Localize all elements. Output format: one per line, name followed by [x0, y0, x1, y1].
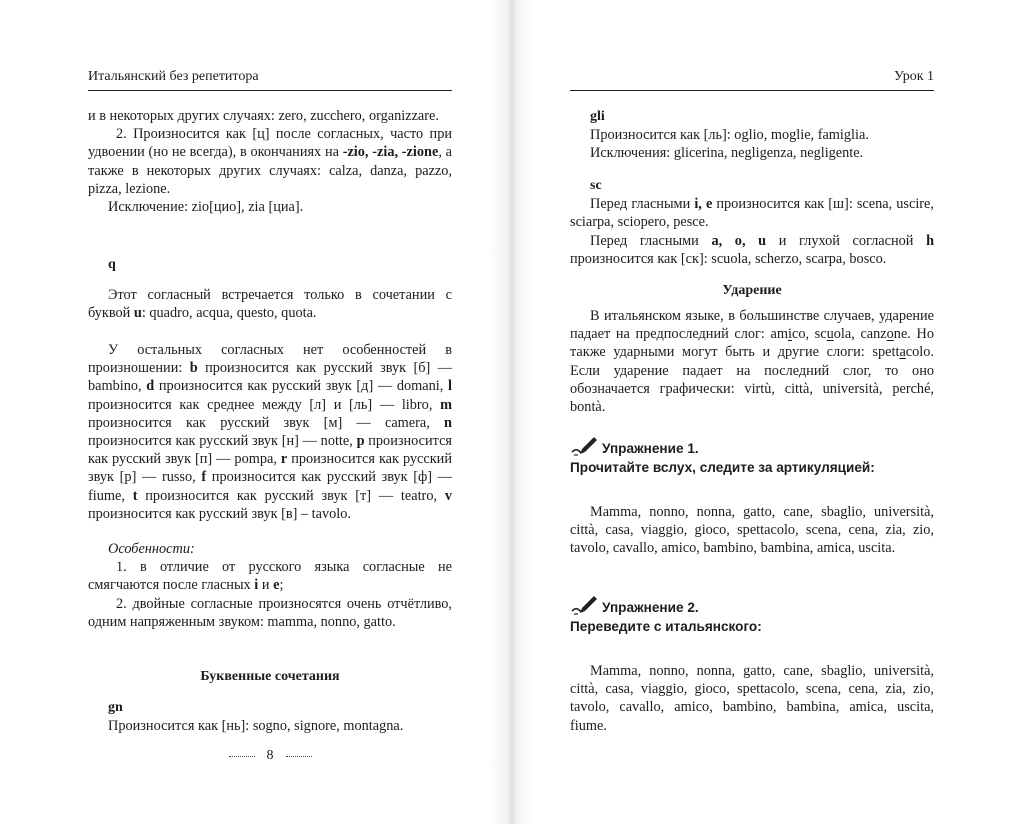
stress-block [570, 307, 934, 416]
exercise-2-body [570, 662, 934, 735]
gli-section [570, 108, 934, 163]
book-spine-shadow [488, 0, 536, 824]
left-running-head: Итальянский без репетитора [88, 69, 452, 91]
q-text-block [88, 286, 452, 322]
feature-1: 1. в отличие от русского языка согласные не смягчаются после гласных i и e; [88, 559, 452, 594]
pen-hand-icon [570, 434, 600, 458]
gli-exceptions: Исключения: glicerina, negligenza, negligente. [590, 145, 864, 162]
stress-text: В итальянском языке, в большинстве случаев, ударение падает на предпоследний слог: amico, scuola, canzone. Но также ударными могут быть и другие слоги: spettacolo. Если ударение падает на последний слог, то оно обозначается графически: virtù, città, università, perché, bontà. [570, 308, 934, 416]
exercise-2-text: Mamma, nonno, nonna, gatto, cane, sbaglio, università, città, casa, viaggio, gioco, spettacolo, scena, cena, zia, zio, tavolo, cavallo, amico, bambino, bambina, amica, uscita, fiume. [570, 663, 934, 734]
gli-text: Произносится как [ль]: oglio, moglie, famiglia. [590, 127, 869, 144]
stress-heading: Ударение [722, 283, 782, 298]
sc-rule-1: Перед гласными i, e произносится как [ш]: scena, uscire, sciarpa, sciopero, pesce. [570, 196, 934, 231]
gli-heading: gli [590, 109, 605, 124]
item-2: 2. Произносится как [ц] после согласных, часто при удвоении (но не всегда), в окончаниях на -zio, -zia, -zione, а также в некоторых других случаях: calza, danza, pazzo, pizza, lezione. [88, 126, 452, 197]
stress-heading-block [570, 282, 934, 300]
q-text: Этот согласный встречается только в сочетании с буквой u: quadro, acqua, questo, quota. [88, 287, 452, 322]
exercise-1-header [570, 434, 934, 477]
combos-heading: Буквенные сочетания [200, 669, 340, 684]
exercise-2-title: Упражнение 2. [602, 600, 699, 615]
other-consonants-text: У остальных согласных нет особенностей в произношении: b произносится как русский звук [б] — bambino, d произносится как русский звук [д] — domani, l произносится как среднее между [л] и [ль] — libro, m произносится как русский звук [м] — camera, n произносится как русский звук [н] — notte, p произносится как русский звук [п] — pompa, r произносится как русский звук [р] — russo, f произносится как русский звук [ф] — fiume, t произносится как русский звук [т] — teatro, v произносится как русский звук [в] – tavolo. [88, 342, 452, 522]
q-section [88, 256, 452, 274]
footer-dots-right [286, 755, 312, 757]
gn-section [88, 699, 452, 735]
exercise-1-body [570, 503, 934, 558]
pen-hand-icon [570, 593, 600, 617]
left-page [88, 0, 452, 824]
paragraph-continued: и в некоторых других случаях: zero, zucchero, organizzare. [88, 108, 439, 124]
other-consonants-block [88, 341, 452, 523]
right-page [570, 0, 934, 824]
footer-dots-left [229, 755, 255, 757]
features-label: Особенности: [108, 541, 195, 557]
exercise-2-header [570, 593, 934, 636]
sc-heading: sc [590, 178, 602, 193]
exercise-2-instruction: Переведите с итальянского: [570, 619, 762, 634]
right-running-head: Урок 1 [570, 69, 934, 91]
exercise-1-text: Mamma, nonno, nonna, gatto, cane, sbaglio, università, città, casa, viaggio, gioco, spettacolo, scena, cena, zia, zio, tavolo, cavallo, amico, bambino, bambina, amica, uscita. [570, 504, 934, 557]
features-block [88, 540, 452, 631]
page-number-footer [88, 748, 452, 764]
combos-heading-block [88, 668, 452, 686]
feature-2: 2. двойные согласные произносятся очень отчётливо, одним напряженным звуком: mamma, nonno, gatto. [88, 595, 452, 630]
gn-heading: gn [108, 700, 123, 715]
exception-line: Исключение: zio[цио], zia [циа]. [108, 199, 304, 216]
sc-section [570, 177, 934, 268]
gn-text: Произносится как [нь]: sogno, signore, montagna. [108, 718, 404, 735]
page-number: 8 [266, 748, 274, 763]
exercise-1-title: Упражнение 1. [602, 441, 699, 456]
exercise-1-instruction: Прочитайте вслух, следите за артикуляцией: [570, 460, 875, 475]
left-text-top [88, 107, 452, 216]
sc-rule-2: Перед гласными a, o, u и глухой согласной h произносится как [ск]: scuola, scherzo, scarpa, bosco. [570, 232, 935, 267]
q-heading: q [108, 257, 116, 272]
